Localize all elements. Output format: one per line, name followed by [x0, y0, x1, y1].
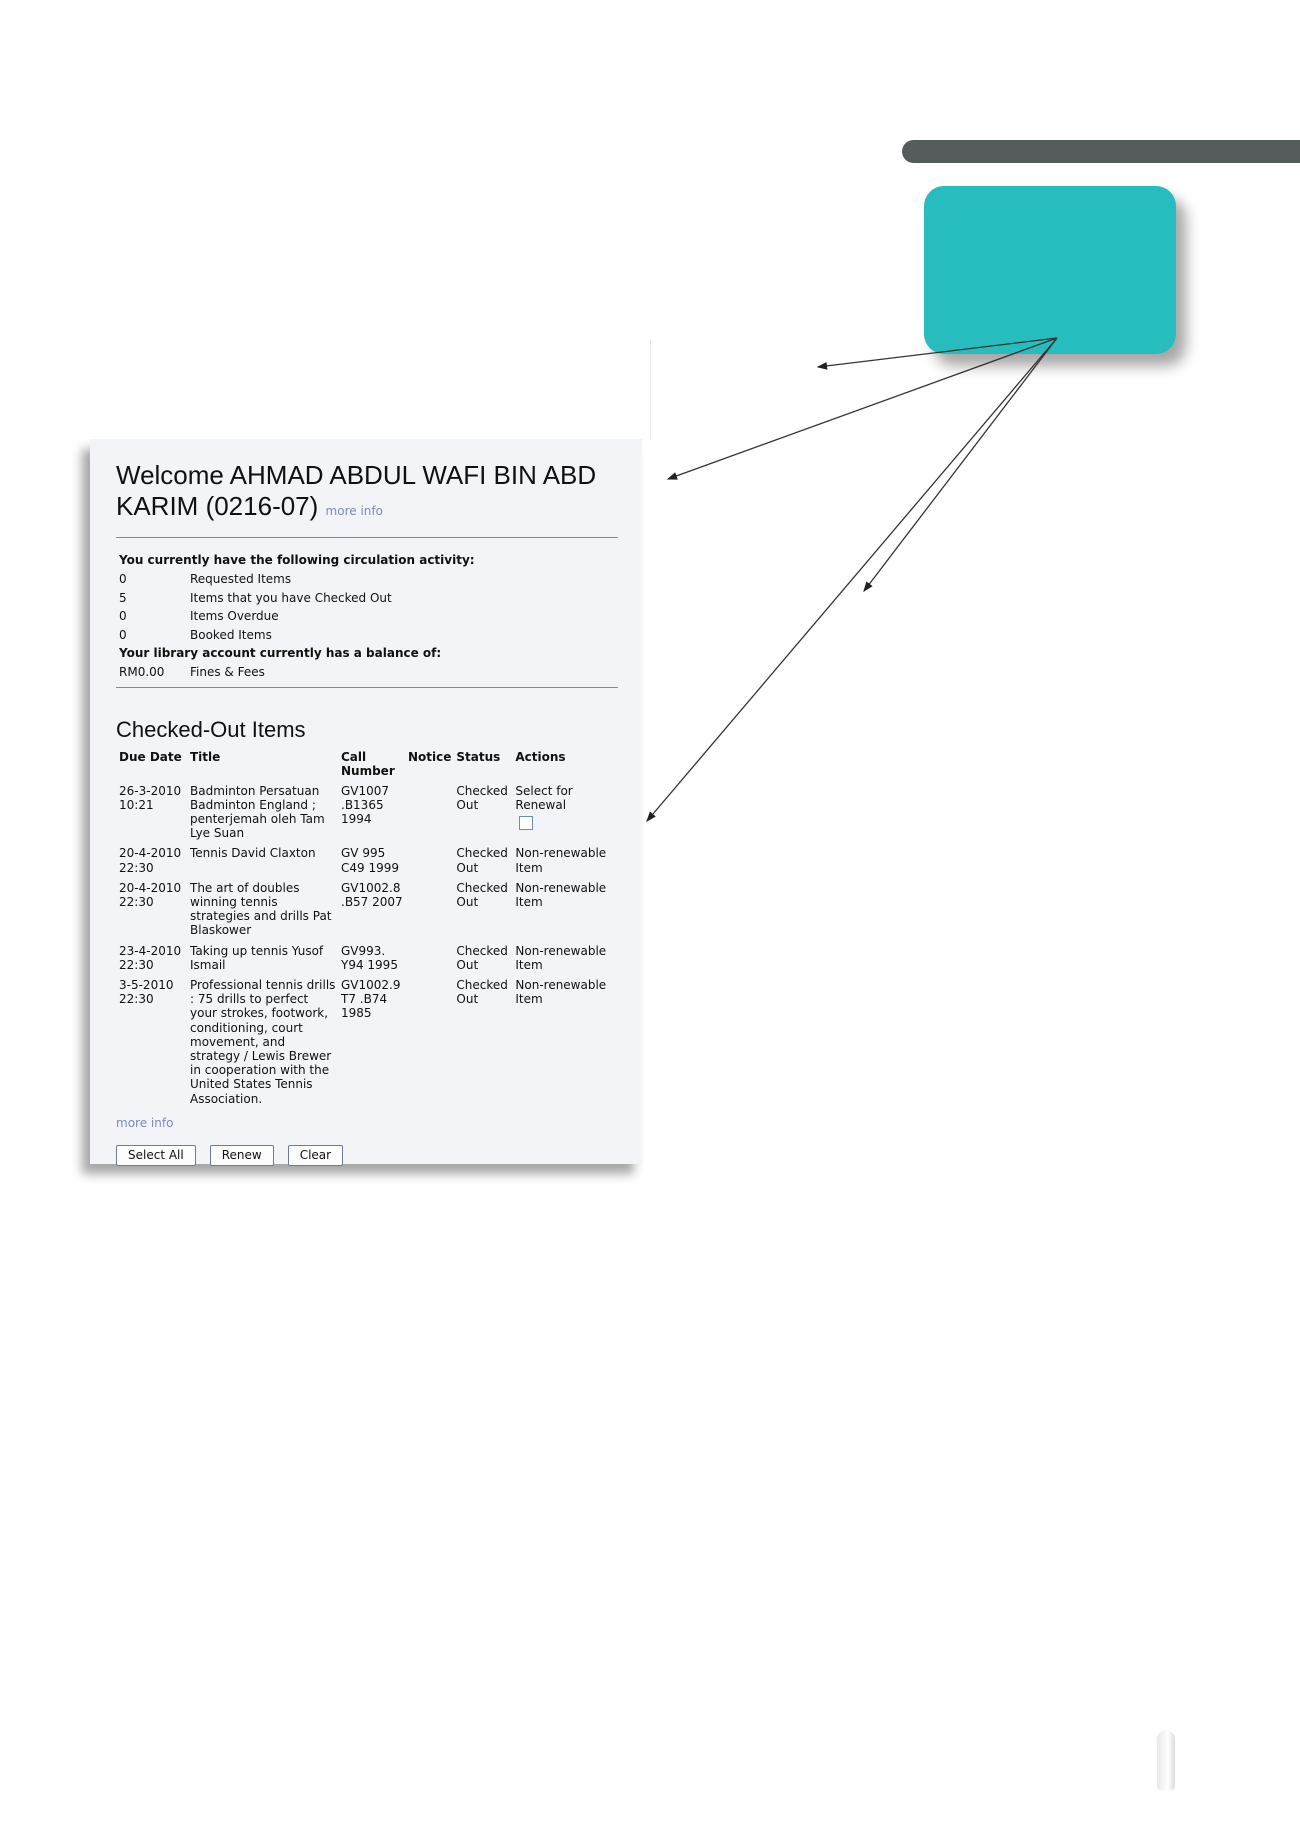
circulation-count: 0 — [119, 572, 127, 586]
divider — [116, 537, 618, 538]
title-cell: Professional tennis drills : 75 drills to perfect your strokes, footwork, conditioning, court movement, and strategy / Lewis Brewer in cooperation with the United States Tennis Association. — [190, 977, 336, 1106]
column-header-title: Title — [190, 749, 221, 764]
status-cell: Checked Out — [456, 783, 508, 812]
table-header-row — [117, 750, 610, 780]
action-cell — [513, 780, 610, 843]
table-row — [117, 940, 610, 974]
call-number-cell: GV1002.8 .B57 2007 — [341, 880, 403, 909]
column-header-notice: Notice — [408, 749, 452, 764]
library-account-panel — [90, 439, 642, 1164]
notice-cell — [406, 940, 454, 974]
call-number-cell: GV1002.9 T7 .B74 1985 — [341, 977, 401, 1021]
call-number-cell: GV993. Y94 1995 — [341, 943, 398, 972]
table-row — [117, 877, 610, 940]
action-cell: Non-renewable Item — [515, 846, 607, 875]
renew-button[interactable]: Renew — [210, 1145, 274, 1166]
circulation-heading: You currently have the following circulation activity: — [119, 553, 475, 567]
circulation-row — [116, 626, 618, 645]
call-number-cell: GV1007 .B1365 1994 — [341, 783, 390, 826]
column-header-call-number: Call Number — [341, 749, 395, 778]
arrow-line — [864, 338, 1057, 591]
due-date-cell: 26-3-2010 10:21 — [119, 783, 182, 812]
due-date-cell: 20-4-2010 22:30 — [119, 880, 182, 909]
page-tab-decoration — [1157, 1730, 1175, 1790]
status-cell: Checked Out — [456, 880, 508, 909]
welcome-heading — [116, 460, 618, 527]
circulation-summary — [116, 551, 618, 682]
title-cell: Tennis David Claxton — [190, 846, 316, 861]
more-info-link[interactable]: more info — [116, 1115, 174, 1130]
callout-box — [924, 186, 1176, 354]
action-cell: Non-renewable Item — [515, 977, 607, 1007]
checked-out-table — [117, 750, 610, 1108]
table-row — [117, 974, 610, 1108]
column-header-actions: Actions — [515, 749, 566, 764]
action-buttons — [116, 1145, 618, 1166]
table-row — [117, 780, 610, 843]
clear-button[interactable]: Clear — [288, 1145, 343, 1166]
title-cell: The art of doubles winning tennis strategies and drills Pat Blaskower — [190, 880, 332, 938]
circulation-row — [116, 607, 618, 626]
notice-cell — [406, 877, 454, 940]
select-all-button[interactable]: Select All — [116, 1145, 196, 1166]
action-cell: Non-renewable Item — [515, 943, 607, 972]
status-cell: Checked Out — [456, 846, 508, 875]
header-bar — [902, 140, 1300, 163]
divider — [116, 687, 618, 688]
checked-out-heading: Checked-Out Items — [116, 716, 306, 742]
balance-amount: RM0.00 — [119, 665, 165, 679]
column-header-due-date: Due Date — [119, 749, 182, 764]
divider-line — [650, 340, 651, 440]
more-info-link[interactable]: more info — [325, 504, 383, 518]
circulation-label: Items Overdue — [190, 609, 279, 623]
notice-cell — [406, 842, 454, 876]
status-cell: Checked Out — [456, 977, 508, 1007]
title-cell: Taking up tennis Yusof Ismail — [190, 943, 324, 972]
circulation-label: Requested Items — [190, 572, 292, 586]
arrow-line — [647, 338, 1057, 821]
circulation-count: 5 — [119, 590, 127, 605]
renewal-checkbox[interactable] — [519, 816, 533, 830]
balance-label: Fines & Fees — [190, 665, 265, 679]
circulation-count: 0 — [119, 627, 127, 642]
due-date-cell: 3-5-2010 22:30 — [119, 977, 174, 1007]
circulation-label: Booked Items — [190, 627, 272, 642]
arrow-line — [668, 338, 1057, 479]
welcome-text: Welcome AHMAD ABDUL WAFI BIN ABD KARIM (0216-07) — [116, 460, 597, 521]
notice-cell — [406, 974, 454, 1108]
circulation-row — [116, 589, 618, 608]
notice-cell — [406, 780, 454, 843]
status-cell: Checked Out — [456, 943, 508, 972]
due-date-cell: 23-4-2010 22:30 — [119, 943, 182, 972]
circulation-row — [116, 570, 618, 589]
circulation-count: 0 — [119, 609, 127, 623]
balance-heading: Your library account currently has a balance of: — [119, 646, 442, 660]
table-row — [117, 842, 610, 876]
column-header-status: Status — [456, 749, 501, 764]
circulation-label: Items that you have Checked Out — [190, 590, 392, 605]
call-number-cell: GV 995 C49 1999 — [341, 846, 400, 875]
action-cell: Non-renewable Item — [515, 880, 607, 909]
due-date-cell: 20-4-2010 22:30 — [119, 846, 182, 875]
balance-row — [116, 663, 618, 682]
title-cell: Badminton Persatuan Badminton England ; penterjemah oleh Tam Lye Suan — [190, 783, 325, 841]
action-text: Select for Renewal — [515, 783, 573, 812]
